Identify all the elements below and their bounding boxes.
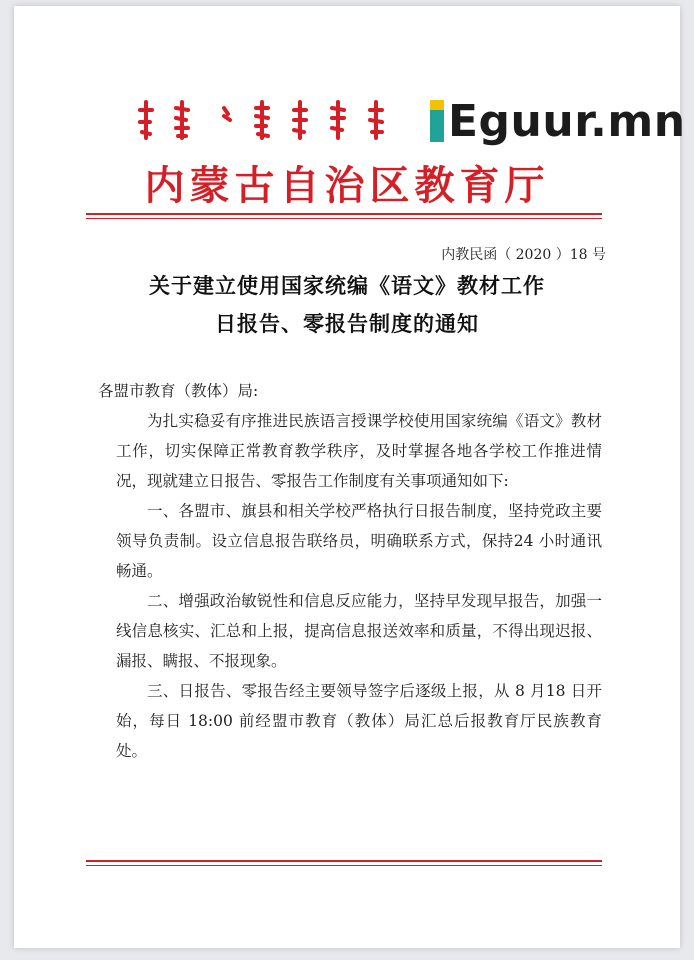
agency-name: 内蒙古自治区教育厅 [144,162,550,209]
paragraph-intro: 为扎实稳妥有序推进民族语言授课学校使用国家统编《语文》教材工作，切实保障正常教育教学秩序，及时掌握各地各学校工作推进情况，现就建立日报告、零报告工作制度有关事项通知如下: [116,412,602,490]
title-line-2: 日报告、零报告制度的通知 [215,311,479,336]
footer-red-rule-thin [86,865,602,866]
mongolian-script-header [132,98,392,142]
paragraph-item-2: 二、增强政治敏锐性和信息反应能力，坚持早发现早报告，加强一线信息核实、汇总和上报，提高信息报送效率和质量，不得出现迟报、漏报、瞒报、不报现象。 [116,592,602,670]
document-number: 内教民函（ 2020 ）18 号 [441,247,606,263]
header-red-rule [86,213,602,215]
title-line-1: 关于建立使用国家统编《语文》教材工作 [149,273,545,298]
mongolian-script-icon [132,98,392,142]
header-red-rule-thin [86,218,602,219]
document-page [14,6,686,948]
watermark-text: Eguur.mn [448,96,686,147]
salutation: 各盟市教育（教体）局: [98,382,259,400]
site-watermark [426,94,686,150]
document-body [98,376,602,766]
paragraph-item-1: 一、各盟市、旗县和相关学校严格执行日报告制度，坚持党政主要领导负责制。设立信息报告联络员，明确联系方式，保持24 小时通讯畅通。 [116,502,602,580]
paragraph-item-3: 三、日报告、零报告经主要领导签字后逐级上报，从 8 月18 日开始，每日 18:00 前经盟市教育（教体）局汇总后报教育厅民族教育处。 [116,682,602,760]
footer-red-rule [86,860,602,862]
